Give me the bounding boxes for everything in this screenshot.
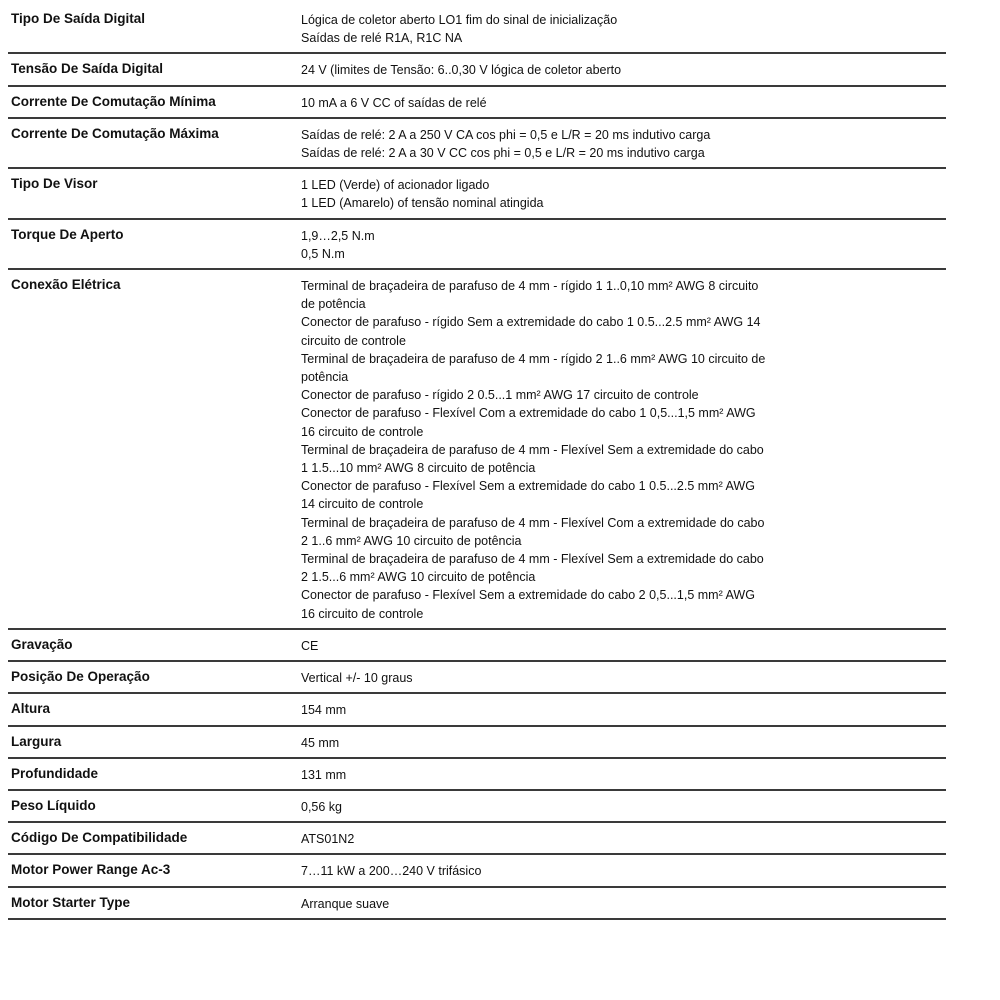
spec-label: Tipo De Saída Digital	[11, 11, 146, 26]
spec-value-line: de potência	[301, 297, 366, 312]
spec-value-line: 154 mm	[301, 703, 347, 718]
spec-row	[8, 4, 946, 54]
spec-value-line: Terminal de braçadeira de parafuso de 4 mm - Flexível Sem a extremidade do cabo	[301, 552, 764, 567]
spec-values	[301, 765, 946, 784]
spec-values	[301, 733, 946, 752]
spec-value-line: Arranque suave	[301, 896, 390, 911]
spec-value-line: Vertical +/- 10 graus	[301, 671, 413, 686]
spec-values	[301, 60, 946, 79]
spec-label: Corrente De Comutação Máxima	[11, 125, 219, 141]
spec-value-line: 16 circuito de controle	[301, 606, 424, 621]
spec-value-line: Terminal de braçadeira de parafuso de 4 mm - Flexível Sem a extremidade do cabo	[301, 442, 764, 457]
spec-row	[8, 87, 946, 119]
spec-value-line: Conector de parafuso - rígido 2 0.5...1 mm² AWG 17 circuito de controle	[301, 388, 699, 403]
spec-value-line: Terminal de braçadeira de parafuso de 4 mm - rígido 1 1..0,10 mm² AWG 8 circuito	[301, 279, 759, 294]
spec-value-line: 0,56 kg	[301, 799, 343, 814]
spec-values	[301, 125, 946, 162]
spec-row	[8, 119, 946, 169]
spec-row	[8, 791, 946, 823]
spec-value-line: Terminal de braçadeira de parafuso de 4 mm - rígido 2 1..6 mm² AWG 10 circuito de	[301, 351, 766, 366]
spec-label: Largura	[11, 733, 62, 749]
spec-value-line: 2 1..6 mm² AWG 10 circuito de potência	[301, 533, 522, 548]
spec-value-line: Conector de parafuso - Flexível Com a extremidade do cabo 1 0,5...1,5 mm² AWG	[301, 406, 756, 421]
spec-value-line: Saídas de relé: 2 A a 250 V CA cos phi = 0,5 e L/R = 20 ms indutivo carga	[301, 127, 711, 142]
spec-values	[301, 861, 946, 880]
spec-row	[8, 759, 946, 791]
spec-row	[8, 662, 946, 694]
spec-value-line: CE	[301, 638, 319, 653]
spec-row	[8, 220, 946, 270]
spec-label: Corrente De Comutação Mínima	[11, 93, 216, 109]
spec-label: Torque De Aperto	[11, 226, 124, 242]
spec-label: Posição De Operação	[11, 669, 150, 685]
spec-value-line: 1 1.5...10 mm² AWG 8 circuito de potência	[301, 461, 536, 476]
spec-values	[301, 175, 946, 212]
spec-value-line: Saídas de relé R1A, R1C NA	[301, 31, 463, 46]
spec-values	[301, 10, 946, 47]
spec-value-line: 1 LED (Amarelo) of tensão nominal atingida	[301, 196, 544, 211]
spec-value-line: 24 V (limites de Tensão: 6..0,30 V lógica de coletor aberto	[301, 63, 622, 78]
spec-value-line: 1,9…2,5 N.m	[301, 228, 375, 243]
spec-row	[8, 630, 946, 662]
spec-label: Tensão De Saída Digital	[11, 61, 164, 77]
spec-row	[8, 54, 946, 86]
spec-values	[301, 226, 946, 263]
spec-values	[301, 93, 946, 112]
spec-values	[301, 797, 946, 816]
spec-value-line: 10 mA a 6 V CC of saídas de relé	[301, 95, 487, 110]
spec-label: Profundidade	[11, 765, 98, 781]
spec-value-line: Conector de parafuso - Flexível Sem a extremidade do cabo 2 0,5...1,5 mm² AWG	[301, 588, 755, 603]
spec-value-line: Lógica de coletor aberto LO1 fim do sinal de inicialização	[301, 13, 618, 27]
spec-value-line: Terminal de braçadeira de parafuso de 4 mm - Flexível Com a extremidade do cabo	[301, 515, 765, 530]
spec-values	[301, 894, 946, 913]
spec-label: Tipo De Visor	[11, 176, 98, 192]
spec-label: Conexão Elétrica	[11, 277, 121, 293]
spec-label: Peso Líquido	[11, 797, 96, 813]
spec-value-line: 7…11 kW a 200…240 V trifásico	[301, 864, 482, 879]
spec-label: Motor Power Range Ac-3	[11, 862, 171, 878]
spec-values	[301, 829, 946, 848]
spec-value-line: 1 LED (Verde) of acionador ligado	[301, 178, 490, 193]
spec-value-line: 16 circuito de controle	[301, 424, 424, 439]
spec-values	[301, 700, 946, 719]
spec-values	[301, 668, 946, 687]
spec-value-line: potência	[301, 370, 349, 385]
spec-label: Gravação	[11, 636, 73, 652]
spec-row	[8, 823, 946, 855]
spec-value-line: 0,5 N.m	[301, 246, 345, 261]
spec-row	[8, 888, 946, 920]
spec-row	[8, 694, 946, 726]
spec-value-line: 131 mm	[301, 767, 347, 782]
spec-label: Código De Compatibilidade	[11, 830, 188, 846]
spec-table	[8, 4, 946, 920]
spec-row	[8, 169, 946, 219]
spec-values	[301, 636, 946, 655]
spec-row	[8, 727, 946, 759]
spec-value-line: ATS01N2	[301, 832, 355, 847]
spec-row	[8, 855, 946, 887]
spec-value-line: Conector de parafuso - Flexível Sem a extremidade do cabo 1 0.5...2.5 mm² AWG	[301, 479, 755, 494]
spec-value-line: Conector de parafuso - rígido Sem a extremidade do cabo 1 0.5...2.5 mm² AWG 14	[301, 315, 761, 330]
spec-label: Altura	[11, 701, 51, 717]
spec-values	[301, 276, 946, 623]
spec-label: Motor Starter Type	[11, 894, 131, 910]
spec-row	[8, 270, 946, 630]
spec-value-line: 2 1.5...6 mm² AWG 10 circuito de potência	[301, 570, 536, 585]
spec-value-line: 45 mm	[301, 735, 340, 750]
spec-value-line: circuito de controle	[301, 333, 406, 348]
spec-value-line: 14 circuito de controle	[301, 497, 424, 512]
spec-value-line: Saídas de relé: 2 A a 30 V CC cos phi = 0,5 e L/R = 20 ms indutivo carga	[301, 146, 705, 161]
